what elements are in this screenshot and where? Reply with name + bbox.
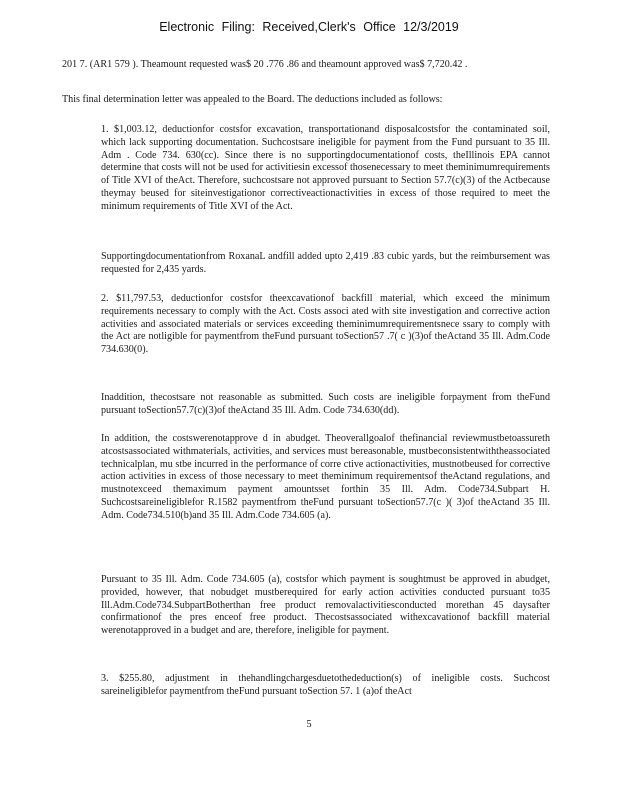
lead-paragraph-appeal: This final determination letter was appealed to the Board. The deductions included as follows:: [62, 94, 443, 105]
deduction-1-supporting-paragraph: Supportingdocumentationfrom RoxanaL andfill added upto 2,419 .83 cubic yards, but the reimbursement was requested for 2,435 yards.: [101, 251, 550, 275]
filing-header: Electronic Filing: Received,Clerk's Office 12/3/2019: [159, 20, 459, 34]
deduction-3-paragraph: 3. $255.80, adjustment in thehandlingchargesduetothededuction(s) of ineligible costs. Suchcost sareineligiblefor paymentfrom theFund pursuant toSection 57. 1 (a)of theAct: [101, 673, 550, 697]
lead-paragraph-continuation: 201 7. (AR1 579 ). Theamount requested was$ 20 .776 .86 and theamount approved was$ 7,720.42 .: [62, 59, 468, 70]
deduction-2-pursuant-paragraph: Pursuant to 35 Ill. Adm. Code 734.605 (a), costsfor which payment is soughtmust be approved in abudget, provided, however, that nobudget mustberequired for early action activities conducted pursuant to35 Ill.Adm.Code734.SubpartBotherthan free product removalactivitiesconducted morethan 45 daysafter confirmationof the pres enceof free product. Thecostsassociated withexcavationof backfill material werenotapproved in a budget and are, therefore, ineligible for payment.: [101, 574, 550, 637]
deduction-2-budget-paragraph: In addition, the costswerenotapprove d in abudget. Theoverallgoalof thefinancial reviewmustbetoassureth atcostsassociated withmaterials, activities, and services must bereasonable, mustbeconsistentwiththeassociated technicalplan, mu stbe incurred in the performance of corre ctive actionactivities, mustnotbeused for corrective action activities in excess of those necessary to meet theminimum requirementsof theActand regulations, and mustnotexceed themaximum payment amountsset forthin 35 Ill. Adm. Code734.Subpart H. Suchcostsareineligiblefor R.1582 paymentfrom theFund pursuant toSection57.7(c )( 3)of theActand 35 Ill. Adm. Code734.510(b)and 35 Ill. Adm.Code 734.605 (a).: [101, 433, 550, 521]
deduction-2-paragraph: 2. $11,797.53, deductionfor costsfor theexcavationof backfill material, which exceed the minimum requirements necessary to comply with the Act. Costs associ ated with site investigation and corrective action activities and associated materials or services exceeding theminimumrequirementsnece ssary to comply with the Act are notligible for paymentfrom theFund pursuant toSection57 .7( c )(3)of theActand 35 Ill. Adm.Code 734.630(0).: [101, 293, 550, 356]
page-number: 5: [306, 719, 312, 730]
deduction-1-paragraph: 1. $1,003.12, deductionfor costsfor excavation, transportationand disposalcostsfor the contaminated soil, which lack supporting documentation. Suchcostsare ineligible for payment from the Fund pursuant to 35 Ill. Adm . Code 734. 630(cc). Since there is no supportingdocumentationof costs, theIllinois EPA cannot determine that costs will not be used for activitiesin excessof thosenecessary to meet theminimumrequirements of Title XVI of theAct. Therefore, suchcostsare not approved pursuant to Section 57.7(c)(3) of the Actbecause theymay beused for siteinvestigationor correctiveactionactivities in excess of those required to meet the minimum requirements of Title XVI of the Act.: [101, 124, 550, 212]
deduction-2-reasonable-paragraph: Inaddition, thecostsare not reasonable as submitted. Such costs are ineligible forpayment from theFund pursuant toSection57.7(c)(3)of theActand 35 Ill. Adm. Code 734.630(dd).: [101, 392, 550, 416]
